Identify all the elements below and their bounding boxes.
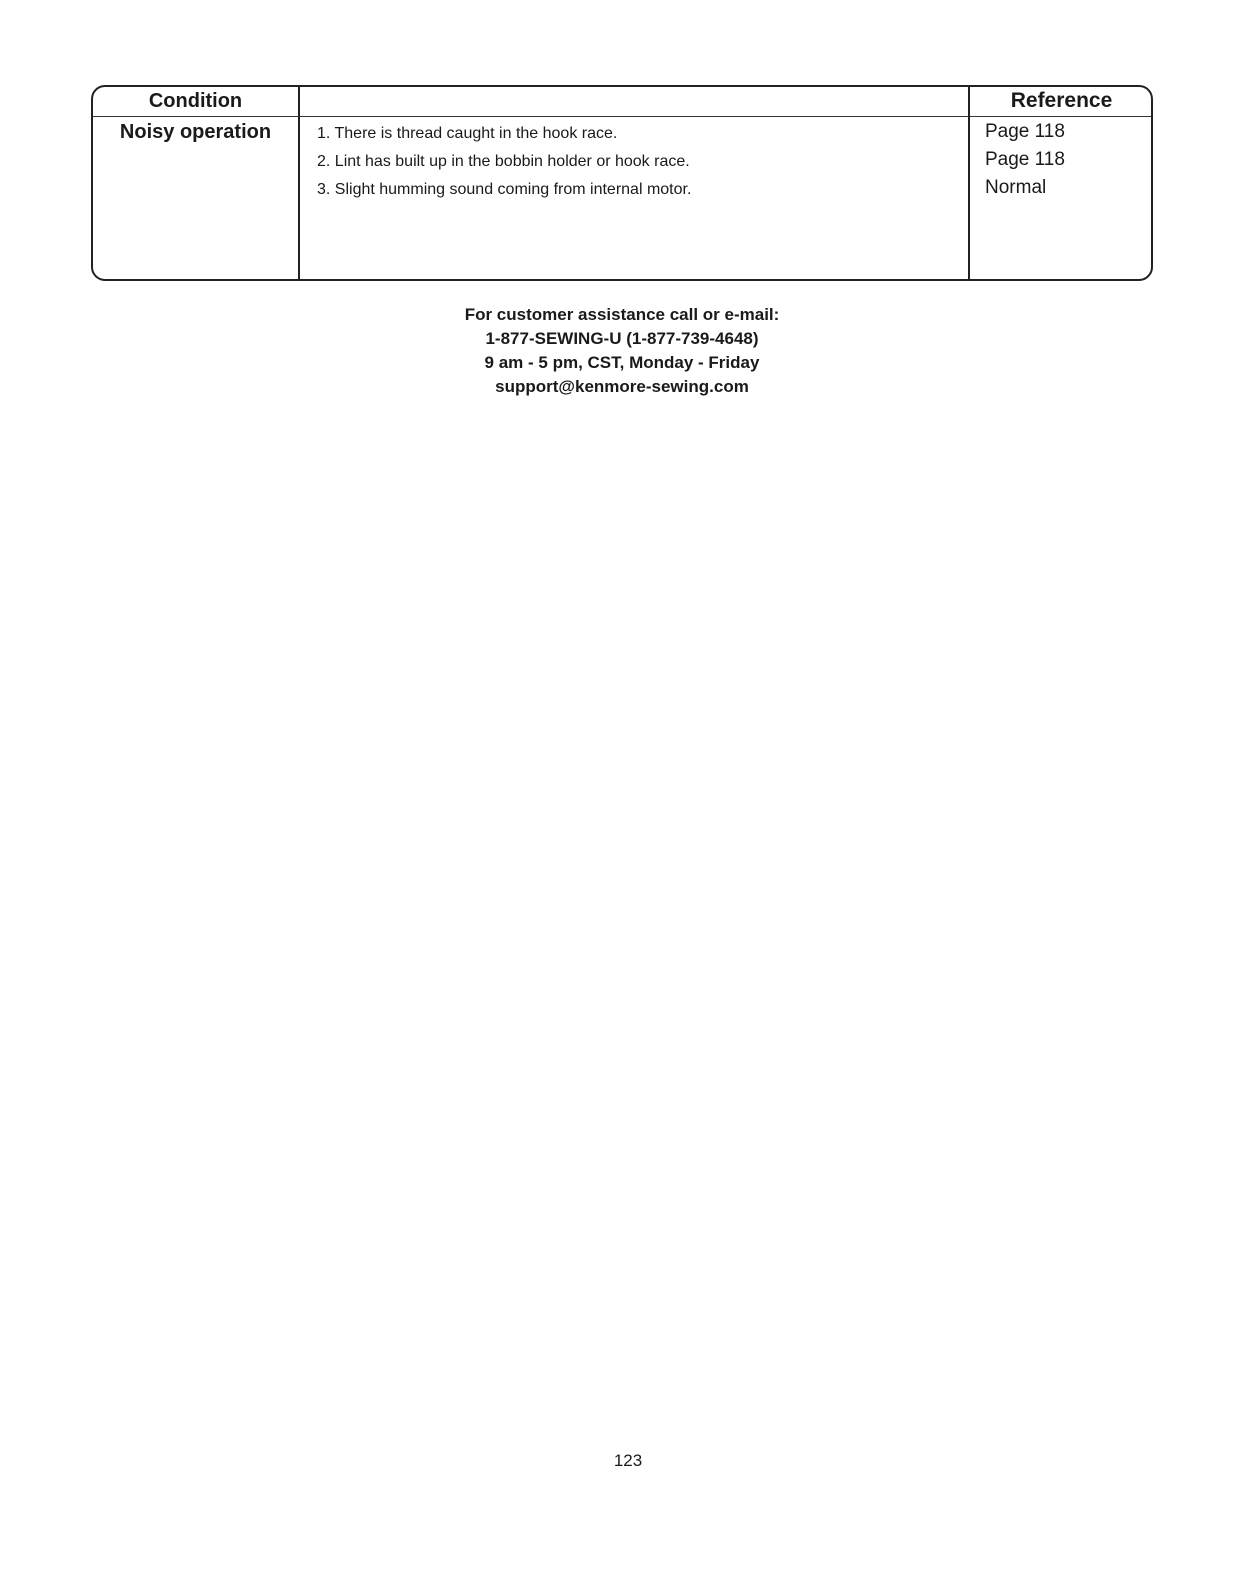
troubleshooting-table (91, 85, 1153, 281)
customer-assistance-block (0, 303, 1244, 399)
condition-cell: Noisy operation (119, 121, 272, 143)
reference-list (985, 118, 1065, 202)
reference-item: Page 118 (985, 121, 1065, 142)
reference-header: Reference (1010, 89, 1113, 112)
cause-item: 1. There is thread caught in the hook race. (317, 125, 618, 142)
contact-phone: 1-877-SEWING-U (1-877-739-4648) (485, 329, 759, 348)
page-number: 123 (613, 1451, 643, 1470)
column-divider (298, 87, 300, 279)
contact-heading: For customer assistance call or e-mail: (464, 305, 780, 324)
column-divider (968, 87, 970, 279)
reference-item: Page 118 (985, 149, 1065, 170)
cause-list (317, 120, 691, 204)
condition-header: Condition (148, 90, 243, 112)
cause-item: 3. Slight humming sound coming from internal motor. (317, 181, 692, 198)
contact-email: support@kenmore-sewing.com (495, 377, 749, 396)
reference-item: Normal (985, 177, 1047, 198)
cause-item: 2. Lint has built up in the bobbin holder or hook race. (317, 153, 690, 170)
contact-hours: 9 am - 5 pm, CST, Monday - Friday (484, 353, 760, 372)
